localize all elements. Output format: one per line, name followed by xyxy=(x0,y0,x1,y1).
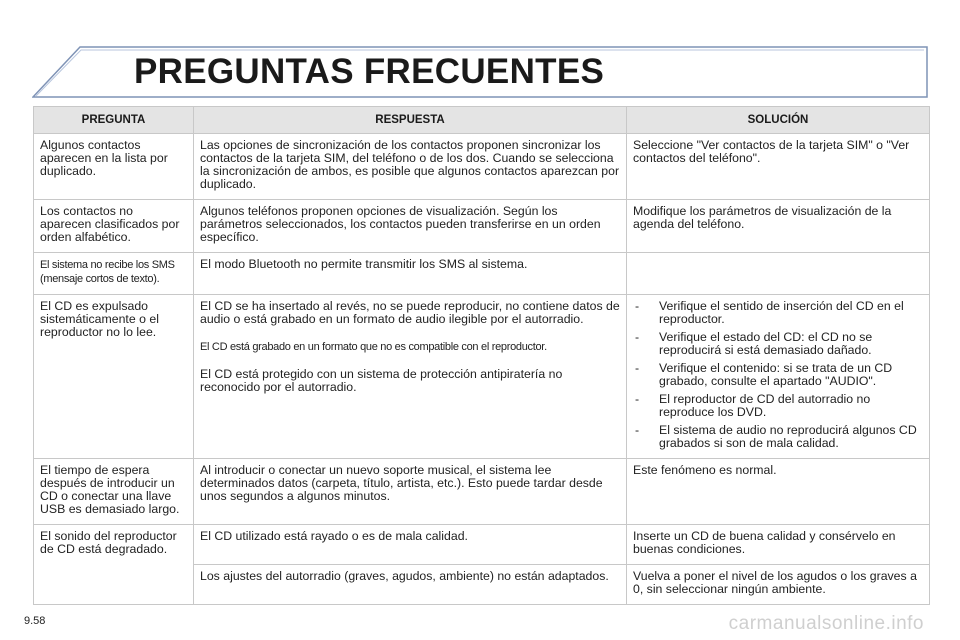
solution-list-item: - Verifique el sentido de inserción del CD en el reproductor. xyxy=(633,300,923,326)
question-cell: El tiempo de espera después de introducir un CD o conectar una llave USB es demasiado largo. xyxy=(34,459,194,525)
solution-cell: Seleccione "Ver contactos de la tarjeta SIM" o "Ver contactos del teléfono". xyxy=(627,134,930,200)
question-cell: El sonido del reproductor de CD está degradado. xyxy=(34,525,194,605)
solution-cell: Vuelva a poner el nivel de los agudos o los graves a 0, sin seleccionar ningún ambiente. xyxy=(627,565,930,605)
page-title: PREGUNTAS FRECUENTES xyxy=(134,52,605,91)
watermark: carmanualsonline.info xyxy=(728,613,924,634)
header-answer: RESPUESTA xyxy=(194,107,627,134)
question-cell: Los contactos no aparecen clasificados por orden alfabético. xyxy=(34,200,194,253)
table-row xyxy=(34,200,930,253)
solution-list-item: - Verifique el estado del CD: el CD no se reproducirá si está demasiado dañado. xyxy=(633,331,923,357)
question-text: El sistema no recibe los SMS (mensaje cortos de texto). xyxy=(40,259,175,285)
table-row xyxy=(34,459,930,525)
answer-text: Al introducir o conectar un nuevo soporte musical, el sistema lee determinados datos (carpeta, título, artista, etc.). Esto puede tardar desde unos segundos a algunos minutos. xyxy=(200,463,603,503)
answer-text: El modo Bluetooth no permite transmitir los SMS al sistema. xyxy=(200,257,528,271)
solution-cell xyxy=(627,295,930,459)
answer-text: El CD está protegido con un sistema de protección antipiratería no reconocido por el autorradio. xyxy=(200,367,563,394)
table-row xyxy=(34,295,930,459)
answer-cell xyxy=(194,200,627,253)
question-cell xyxy=(34,253,194,295)
answer-cell xyxy=(194,134,627,200)
answer-cell xyxy=(194,459,627,525)
question-cell: Algunos contactos aparecen en la lista por duplicado. xyxy=(34,134,194,200)
solution-cell: Inserte un CD de buena calidad y consérvelo en buenas condiciones. xyxy=(627,525,930,565)
page-number: 9.58 xyxy=(24,615,46,627)
solution-list-item: - El sistema de audio no reproducirá algunos CD grabados si son de mala calidad. xyxy=(633,424,923,450)
solution-cell xyxy=(627,253,930,295)
question-cell: El CD es expulsado sistemáticamente o el reproductor no lo lee. xyxy=(34,295,194,459)
header-solution: SOLUCIÓN xyxy=(627,107,930,134)
header-question: PREGUNTA xyxy=(34,107,194,134)
solution-list xyxy=(633,300,923,450)
answer-cell xyxy=(194,253,627,295)
answer-text: El CD utilizado está rayado o es de mala calidad. xyxy=(200,529,468,543)
answer-text: Algunos teléfonos proponen opciones de visualización. Según los parámetros seleccionados, los contactos pueden transferirse en un orden específico. xyxy=(200,204,601,244)
answer-text: Las opciones de sincronización de los contactos proponen sincronizar los contactos de la tarjeta SIM, del teléfono o de los dos. Cuando se selecciona la sincronización de ambos, es posible que algunos contactos aparezcan por duplicado. xyxy=(200,138,620,191)
table-row xyxy=(34,253,930,295)
answer-cell xyxy=(194,565,627,605)
answer-text: Los ajustes del autorradio (graves, agudos, ambiente) no están adaptados. xyxy=(200,569,609,583)
table-header-row xyxy=(34,107,930,134)
solution-cell: Este fenómeno es normal. xyxy=(627,459,930,525)
answer-text-narrow: El CD está grabado en un formato que no es compatible con el reproductor. xyxy=(200,341,547,353)
answer-text xyxy=(200,340,620,354)
solution-list-item: - El reproductor de CD del autorradio no reproduce los DVD. xyxy=(633,393,923,419)
table-row xyxy=(34,134,930,200)
faq-table xyxy=(33,106,930,605)
answer-cell xyxy=(194,525,627,565)
solution-cell: Modifique los parámetros de visualización de la agenda del teléfono. xyxy=(627,200,930,253)
answer-text: El CD se ha insertado al revés, no se puede reproducir, no contiene datos de audio o está grabado en un formato de audio ilegible por el autorradio. xyxy=(200,299,620,326)
answer-cell xyxy=(194,295,627,459)
table-row xyxy=(34,525,930,565)
solution-list-item: - Verifique el contenido: si se trata de un CD grabado, consulte el apartado "AUDIO". xyxy=(633,362,923,388)
